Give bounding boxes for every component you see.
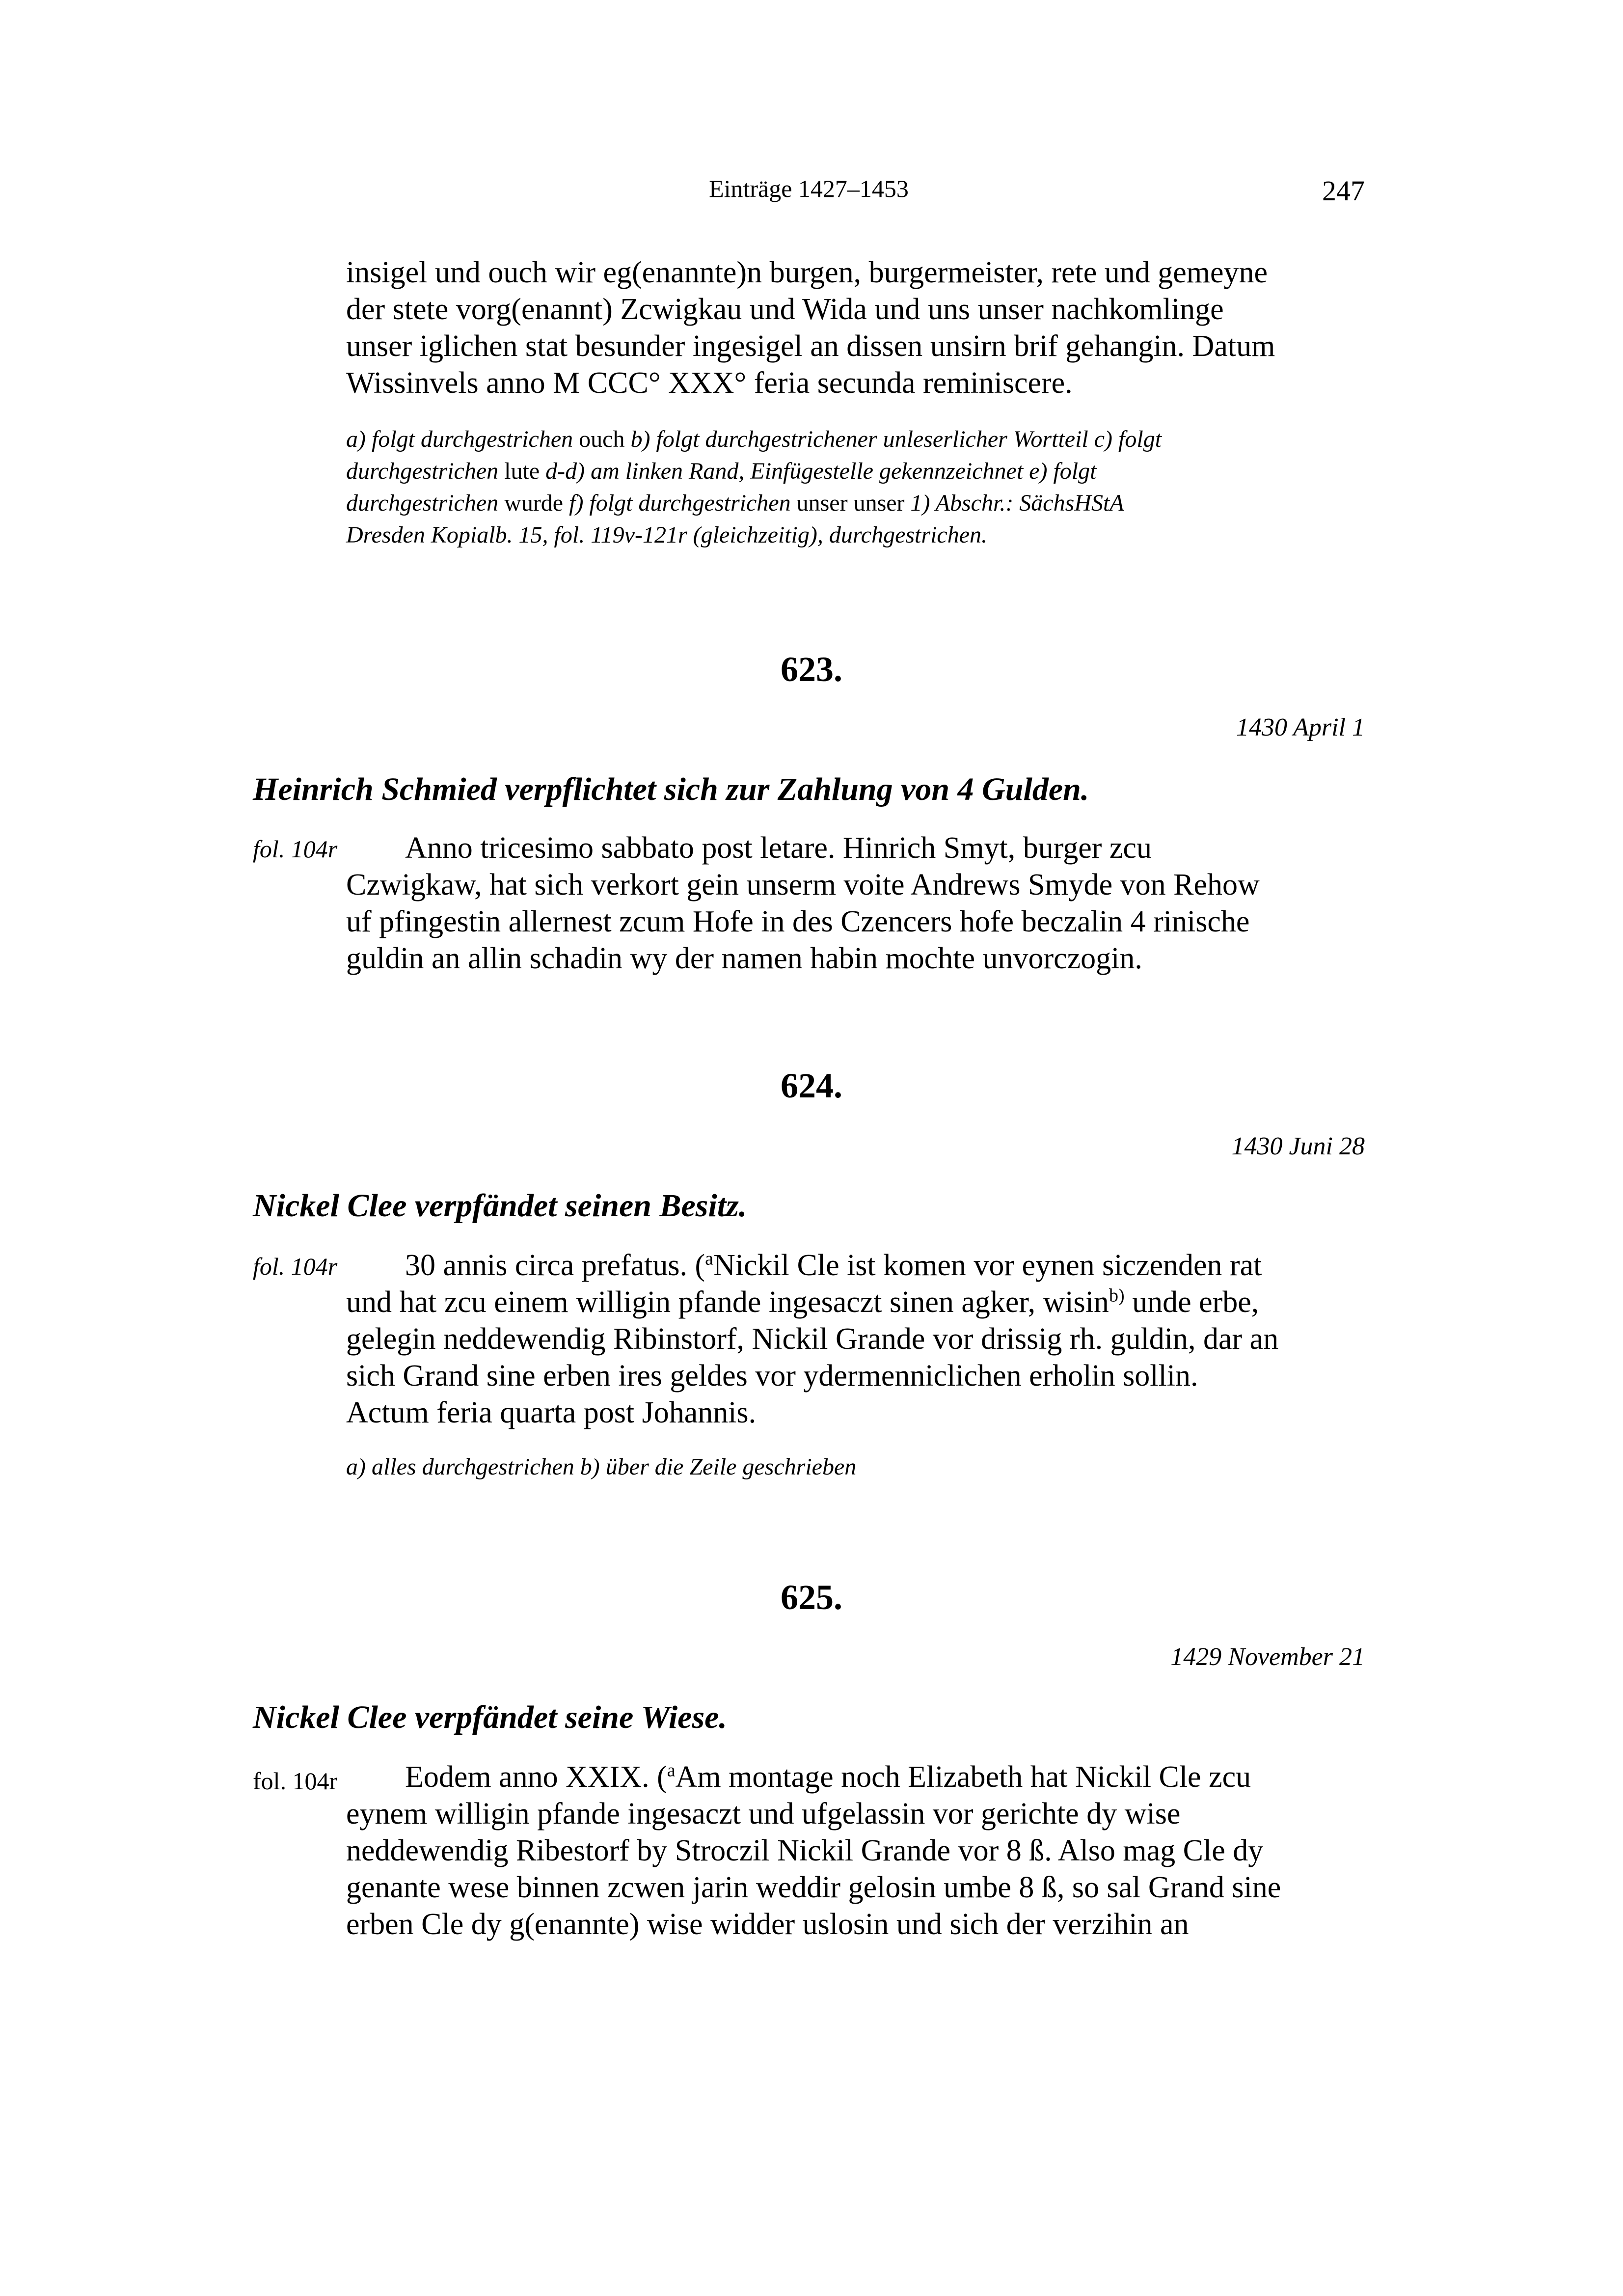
entry-number-625: 625. (781, 1578, 842, 1617)
text-line: und hat zcu einem willigin pfande ingesaczt sinen agker, wisin$^{b)}$ unde erbe, (346, 1285, 1259, 1319)
footnote-text: ouch (579, 426, 625, 452)
folio-reference: fol. 104r (253, 1253, 338, 1280)
entry-footnotes-624 (346, 1451, 1365, 1483)
entry-date-623: 1430 April 1 (1236, 713, 1365, 741)
footnote-text: durchgestrichen (346, 490, 499, 516)
text-line: der stete vorg(enannt) Zcwigkau und Wida und uns unser nachkomlinge (346, 293, 1224, 326)
text-line: neddewendig Ribestorf by Stroczil Nickil Grande vor 8 ß. Also mag Cle dy (346, 1834, 1264, 1867)
continuation-footnotes (346, 423, 1365, 551)
footnote-text: a) alles durchgestrichen b) über die Zeile geschrieben (346, 1454, 857, 1480)
text-line: gelegin neddewendig Ribinstorf, Nickil Grande vor drissig rh. guldin, dar an (346, 1322, 1279, 1356)
text-line: guldin an allin schadin wy der namen habin mochte unvorczogin. (346, 942, 1142, 975)
footnote-text: unser unser (796, 490, 905, 516)
entry-heading-625: Nickel Clee verpfändet seine Wiese. (253, 1699, 727, 1735)
text-line: 30 annis circa prefatus. ($^a$Nickil Cle ist komen vor eynen siczenden rat (405, 1248, 1262, 1282)
entry-heading-623: Heinrich Schmied verpflichtet sich zur Zahlung von 4 Gulden. (253, 771, 1089, 807)
text-line: eynem willigin pfande ingesaczt und ufgelassin vor gerichte dy wise (346, 1797, 1181, 1831)
entry-text-623 (346, 830, 1365, 977)
footnote-text: a) folgt durchgestrichen (346, 426, 573, 452)
footnote-text: d-d) am linken Rand, Einfügestelle gekennzeichnet e) folgt (545, 458, 1097, 484)
text-line: sich Grand sine erben ires geldes vor ydermenniclichen erholin sollin. (346, 1359, 1198, 1393)
folio-reference: fol. 104r (253, 1767, 338, 1795)
text-line: Eodem anno XXIX. ($^a$Am montage noch Elizabeth hat Nickil Cle zcu (405, 1760, 1251, 1794)
page-number: 247 (1322, 175, 1365, 207)
footnote-text: b) folgt durchgestrichener unleserlicher Wortteil c) folgt (630, 426, 1162, 452)
footnote-text: durchgestrichen (346, 458, 499, 484)
folio-reference: fol. 104r (253, 835, 338, 863)
continuation-text (346, 254, 1365, 402)
text-line: Wissinvels anno M CCC° XXX° feria secunda reminiscere. (346, 366, 1073, 400)
text-line: uf pfingestin allernest zcum Hofe in des Czencers hofe beczalin 4 rinische (346, 905, 1250, 938)
entry-number-624: 624. (781, 1066, 842, 1105)
entry-number-623: 623. (781, 650, 842, 689)
text-line: insigel und ouch wir eg(enannte)n burgen, burgermeister, rete und gemeyne (346, 256, 1268, 289)
text-line: unser iglichen stat besunder ingesigel an dissen unsirn brif gehangin. Datum (346, 329, 1275, 363)
entry-text-624 (346, 1247, 1365, 1431)
text-line: Actum feria quarta post Johannis. (346, 1396, 757, 1429)
text-line: genante wese binnen zcwen jarin weddir gelosin umbe 8 ß, so sal Grand sine (346, 1871, 1281, 1904)
text-line: Anno tricesimo sabbato post letare. Hinrich Smyt, burger zcu (405, 831, 1152, 865)
text-line: Czwigkaw, hat sich verkort gein unserm voite Andrews Smyde von Rehow (346, 868, 1260, 902)
running-title: Einträge 1427–1453 (709, 175, 909, 202)
entry-heading-624: Nickel Clee verpfändet seinen Besitz. (253, 1188, 747, 1224)
footnote-text: Dresden Kopialb. 15, fol. 119v-121r (gleichzeitig), durchgestrichen. (346, 522, 988, 548)
entry-date-624: 1430 Juni 28 (1231, 1132, 1365, 1160)
page-header (253, 174, 1365, 214)
entry-text-625 (346, 1759, 1365, 1943)
footnote-text: 1) Abschr.: SächsHStA (910, 490, 1124, 516)
footnote-text: lute (504, 458, 540, 484)
footnote-text: f) folgt durchgestrichen (569, 490, 791, 516)
footnote-text: wurde (504, 490, 564, 516)
entry-date-625: 1429 November 21 (1170, 1643, 1365, 1671)
text-line: erben Cle dy g(enannte) wise widder uslosin und sich der verzihin an (346, 1908, 1189, 1941)
